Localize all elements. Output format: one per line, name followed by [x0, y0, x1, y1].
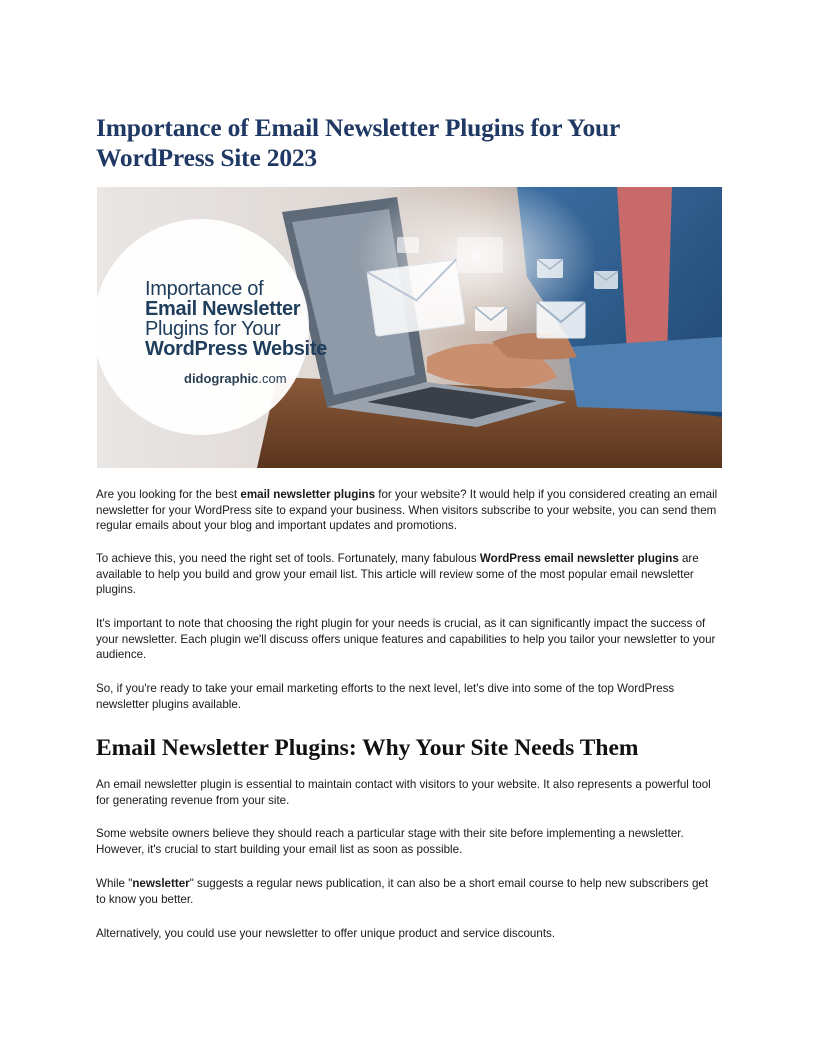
- section-paragraph-3: [96, 876, 720, 907]
- page-title: Importance of Email Newsletter Plugins for Your WordPress Site 2023: [96, 113, 620, 172]
- hero-line-4: WordPress Website: [145, 338, 327, 360]
- intro-paragraph-1-text-a: Are you looking for the best: [96, 488, 241, 501]
- hero-line-2: Email Newsletter: [145, 298, 301, 320]
- intro-paragraph-2: [96, 551, 720, 598]
- intro-paragraph-3: It's important to note that choosing the right plugin for your needs is crucial, as it can significantly impact the success of your newsletter. Each plugin we'll discuss offers unique features and capabilities to help you tailor your newsletter to your audience.: [96, 617, 716, 661]
- hero-line-3: Plugins for Your: [145, 318, 281, 340]
- section-paragraph-4: Alternatively, you could use your newsletter to offer unique product and service discounts.: [96, 927, 556, 940]
- hero-caption: [145, 279, 355, 386]
- hero-site-tld: .com: [258, 371, 287, 386]
- keyword-email-newsletter-plugins: email newsletter plugins: [240, 488, 376, 501]
- intro-paragraph-1: [96, 487, 720, 534]
- section-paragraph-3-text-a: While ": [96, 877, 133, 890]
- keyword-newsletter: newsletter: [132, 877, 190, 890]
- section-paragraph-1: An email newsletter plugin is essential to maintain contact with visitors to your website. It also represents a powerful tool for generating revenue from your site.: [96, 778, 711, 807]
- intro-paragraph-4: So, if you're ready to take your email marketing efforts to the next level, let's dive into some of the top WordPress newsletter plugins available.: [96, 682, 675, 711]
- section-paragraph-3-text-b: " suggests a regular news publication, it can also be a short email course to help new subscribers get to know you better.: [96, 877, 709, 906]
- intro-paragraph-2-text-b: are available to help you build and grow your email list. This article will review some of the most popular email newsletter plugins.: [96, 552, 699, 596]
- section-heading: Email Newsletter Plugins: Why Your Site Needs Them: [96, 735, 639, 761]
- section-paragraph-2: Some website owners believe they should reach a particular stage with their site before implementing a newsletter. However, it's crucial to start building your email list as soon as possible.: [96, 827, 684, 856]
- hero-line-1: Importance of: [145, 278, 264, 300]
- keyword-wordpress-email-newsletter-plugins: WordPress email newsletter plugins: [479, 552, 679, 565]
- intro-paragraph-1-text-b: for your website? It would help if you considered creating an email newsletter for your WordPress site to expand your business. When visitors subscribe to your website, you can send them regular emails about your blog and important updates and promotions.: [96, 488, 718, 532]
- hero-site-name: [184, 371, 355, 386]
- intro-paragraph-2-text-a: To achieve this, you need the right set of tools. Fortunately, many fabulous: [96, 552, 480, 565]
- hero-site-brand: didographic: [184, 371, 259, 386]
- hero-image: [97, 187, 722, 468]
